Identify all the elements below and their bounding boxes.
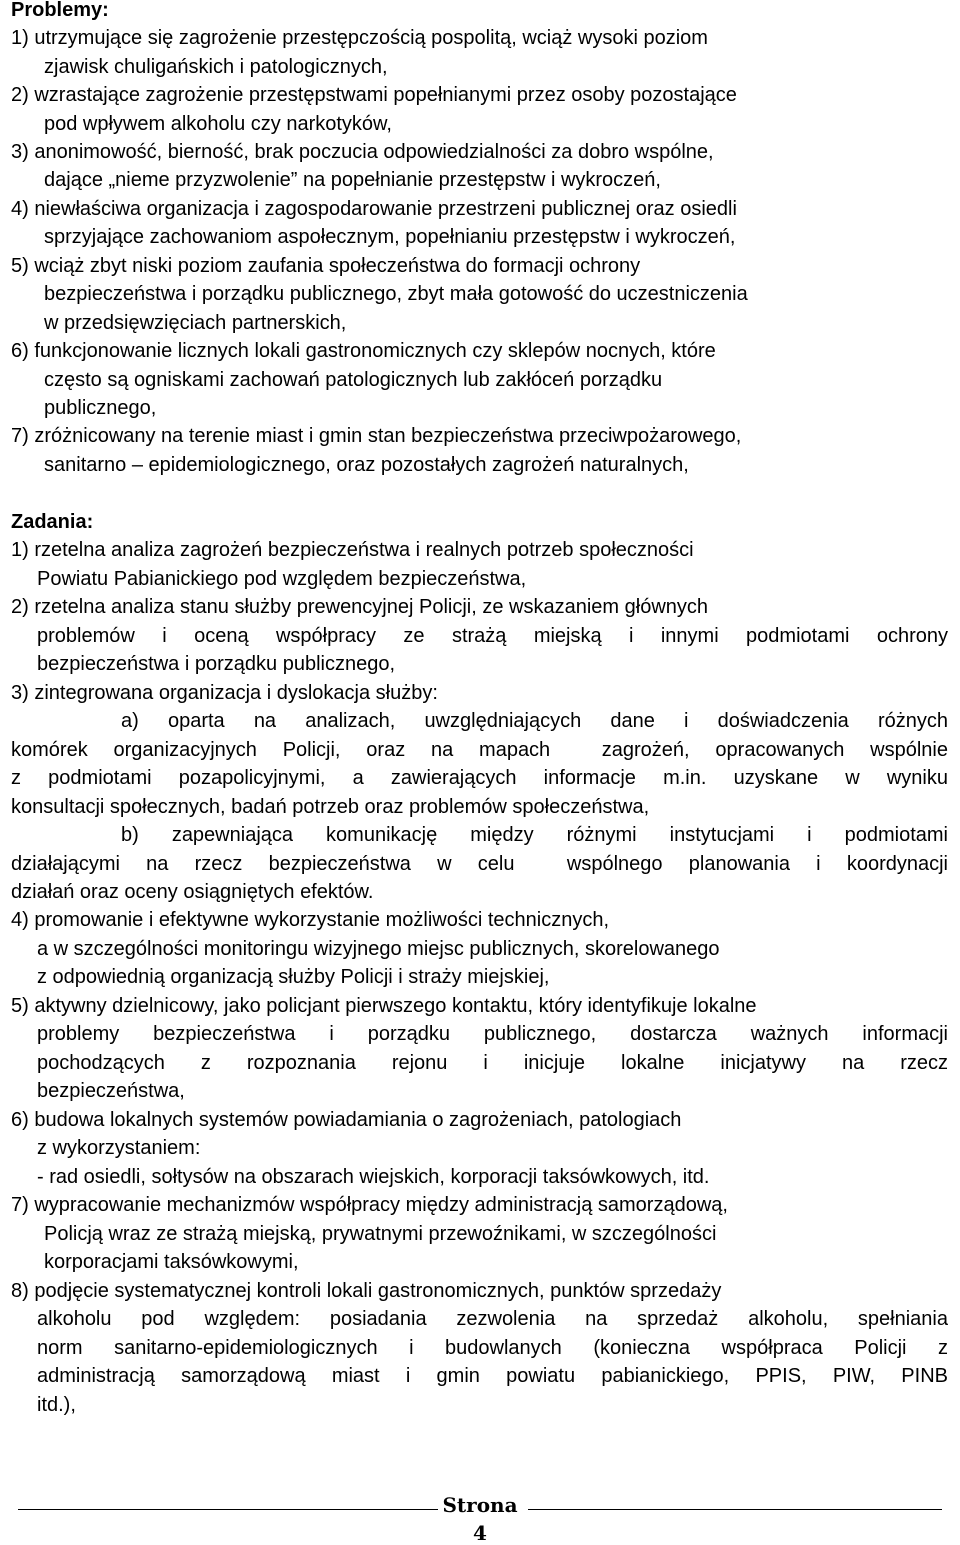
problem-list-line: 4) niewłaściwa organizacja i zagospodarowanie przestrzeni publicznej oraz osiedli bbox=[11, 198, 737, 220]
task-list-line: konsultacji społecznych, badań potrzeb oraz problemów społeczeństwa, bbox=[11, 796, 650, 818]
task-list-line: b) zapewniająca komunikację między różnymi instytucjami i podmiotami bbox=[121, 824, 948, 846]
task-list-line: 4) promowanie i efektywne wykorzystanie możliwości technicznych, bbox=[11, 909, 610, 931]
problem-list-line: 1) utrzymujące się zagrożenie przestępczością pospolitą, wciąż wysoki poziom bbox=[11, 27, 708, 49]
problem-list-line: pod wpływem alkoholu czy narkotyków, bbox=[44, 113, 392, 135]
footer-page-number: 4 bbox=[473, 1521, 487, 1545]
section-heading-problems: Problemy: bbox=[11, 0, 109, 21]
task-list-line: a) oparta na analizach, uwzględniających dane i doświadczenia różnych bbox=[121, 710, 948, 732]
problem-list-line: sprzyjające zachowaniom aspołecznym, popełnianiu przestępstw i wykroczeń, bbox=[44, 226, 736, 248]
problem-list-line: zjawisk chuligańskich i patologicznych, bbox=[44, 56, 388, 78]
task-list-line: problemy bezpieczeństwa i porządku publicznego, dostarcza ważnych informacji bbox=[37, 1023, 948, 1045]
problem-list-line: 5) wciąż zbyt niski poziom zaufania społeczeństwa do formacji ochrony bbox=[11, 255, 641, 277]
task-list-line: itd.), bbox=[37, 1394, 76, 1416]
task-list-line: 6) budowa lokalnych systemów powiadamiania o zagrożeniach, patologiach bbox=[11, 1109, 682, 1131]
task-list-line: - rad osiedli, sołtysów na obszarach wiejskich, korporacji taksówkowych, itd. bbox=[37, 1166, 710, 1188]
problem-list-line: 6) funkcjonowanie licznych lokali gastronomicznych czy sklepów nocnych, które bbox=[11, 340, 716, 362]
task-list-line: działań oraz oceny osiągniętych efektów. bbox=[11, 881, 374, 903]
task-list-line: Policją wraz ze strażą miejską, prywatnymi przewoźnikami, w szczególności bbox=[44, 1223, 717, 1245]
task-list-line: alkoholu pod względem: posiadania zezwolenia na sprzedaż alkoholu, spełniania bbox=[37, 1308, 948, 1330]
task-list-line: Powiatu Pabianickiego pod względem bezpieczeństwa, bbox=[37, 568, 527, 590]
problem-list-line: 7) zróżnicowany na terenie miast i gmin stan bezpieczeństwa przeciwpożarowego, bbox=[11, 425, 742, 447]
task-list-line: z wykorzystaniem: bbox=[37, 1137, 201, 1159]
problem-list-line: publicznego, bbox=[44, 397, 157, 419]
task-list-line: korporacjami taksówkowymi, bbox=[44, 1251, 299, 1273]
section-heading-tasks: Zadania: bbox=[11, 511, 94, 533]
problem-list-line: w przedsięwzięciach partnerskich, bbox=[44, 312, 347, 334]
task-list-line: komórek organizacyjnych Policji, oraz na mapach zagrożeń, opracowanych wspólnie bbox=[11, 739, 948, 761]
task-list-line: pochodzących z rozpoznania rejonu i inicjuje lokalne inicjatywy na rzecz bbox=[37, 1052, 948, 1074]
problem-list-line: bezpieczeństwa i porządku publicznego, zbyt mała gotowość do uczestniczenia bbox=[44, 283, 748, 305]
task-list-line: z podmiotami pozapolicyjnymi, a zawierających informacje m.in. uzyskane w wyniku bbox=[11, 767, 948, 789]
task-list-line: a w szczególności monitoringu wizyjnego miejsc publicznych, skorelowanego bbox=[37, 938, 720, 960]
task-list-line: 2) rzetelna analiza stanu służby prewencyjnej Policji, ze wskazaniem głównych bbox=[11, 596, 709, 618]
problem-list-line: sanitarno – epidemiologicznego, oraz pozostałych zagrożeń naturalnych, bbox=[44, 454, 689, 476]
problem-list-line: 2) wzrastające zagrożenie przestępstwami popełnianymi przez osoby pozostające bbox=[11, 84, 737, 106]
task-list-line: problemów i oceną współpracy ze strażą miejską i innymi podmiotami ochrony bbox=[37, 625, 948, 647]
task-list-line: 5) aktywny dzielnicowy, jako policjant pierwszego kontaktu, który identyfikuje lokalne bbox=[11, 995, 757, 1017]
task-list-line: 7) wypracowanie mechanizmów współpracy między administracją samorządową, bbox=[11, 1194, 728, 1216]
task-list-line: bezpieczeństwa, bbox=[37, 1080, 185, 1102]
problem-list-line: często są ogniskami zachowań patologicznych lub zakłóceń porządku bbox=[44, 369, 663, 391]
task-list-line: bezpieczeństwa i porządku publicznego, bbox=[37, 653, 395, 675]
problem-list-line: dające „nieme przyzwolenie” na popełnianie przestępstw i wykroczeń, bbox=[44, 169, 661, 191]
footer-page-label: Strona bbox=[442, 1493, 518, 1517]
task-list-line: 1) rzetelna analiza zagrożeń bezpieczeństwa i realnych potrzeb społeczności bbox=[11, 539, 694, 561]
task-list-line: administracją samorządową miast i gmin powiatu pabianickiego, PPIS, PIW, PINB bbox=[37, 1365, 948, 1387]
task-list-line: 8) podjęcie systematycznej kontroli lokali gastronomicznych, punktów sprzedaży bbox=[11, 1280, 722, 1302]
task-list-line: norm sanitarno-epidemiologicznych i budowlanych (konieczna współpraca Policji z bbox=[37, 1337, 948, 1359]
problem-list-line: 3) anonimowość, bierność, brak poczucia odpowiedzialności za dobro wspólne, bbox=[11, 141, 714, 163]
task-list-line: 3) zintegrowana organizacja i dyslokacja służby: bbox=[11, 682, 438, 704]
task-list-line: z odpowiednią organizacją służby Policji i straży miejskiej, bbox=[37, 966, 550, 988]
task-list-line: działającymi na rzecz bezpieczeństwa w celu wspólnego planowania i koordynacji bbox=[11, 853, 948, 875]
